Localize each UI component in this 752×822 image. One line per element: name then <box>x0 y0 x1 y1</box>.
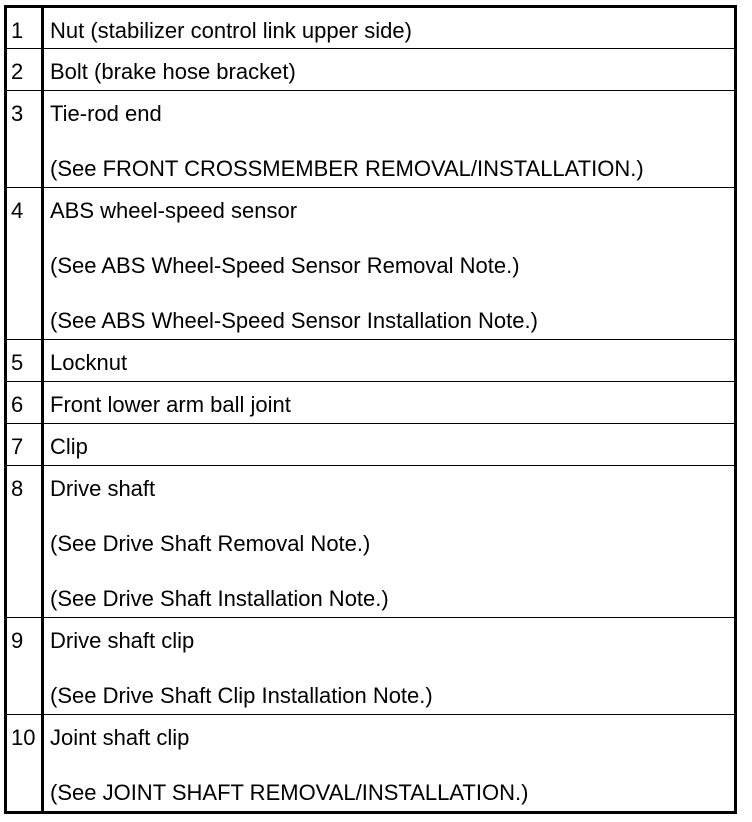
part-description <box>43 7 736 49</box>
part-description <box>43 188 736 340</box>
table-row <box>6 424 736 466</box>
part-reference-note: (See JOINT SHAFT REMOVAL/INSTALLATION.) <box>50 780 529 805</box>
table-row <box>6 618 736 715</box>
part-name: Nut (stabilizer control link upper side) <box>50 18 412 43</box>
part-number: 9 <box>6 618 43 715</box>
part-description <box>43 91 736 188</box>
part-description <box>43 424 736 466</box>
part-reference-note: (See FRONT CROSSMEMBER REMOVAL/INSTALLATION.) <box>50 156 644 181</box>
part-number: 2 <box>6 49 43 91</box>
part-description <box>43 715 736 813</box>
parts-table <box>4 5 737 814</box>
part-name: Clip <box>50 434 88 459</box>
part-reference-note: (See Drive Shaft Removal Note.) <box>50 531 371 556</box>
part-number: 5 <box>6 340 43 382</box>
table-row <box>6 466 736 618</box>
part-name: Locknut <box>50 350 128 375</box>
part-name: Front lower arm ball joint <box>50 392 291 417</box>
part-reference-note: (See ABS Wheel-Speed Sensor Removal Note.) <box>50 253 520 278</box>
part-description <box>43 340 736 382</box>
part-number: 4 <box>6 188 43 340</box>
table-row <box>6 188 736 340</box>
part-reference-note: (See ABS Wheel-Speed Sensor Installation Note.) <box>50 308 538 333</box>
part-name: Drive shaft <box>50 476 156 501</box>
part-name: Bolt (brake hose bracket) <box>50 59 296 84</box>
part-reference-note: (See Drive Shaft Installation Note.) <box>50 586 389 611</box>
part-name: Joint shaft clip <box>50 725 190 750</box>
part-number: 1 <box>6 7 43 49</box>
part-number: 7 <box>6 424 43 466</box>
table-row <box>6 7 736 49</box>
part-number: 8 <box>6 466 43 618</box>
part-name: Drive shaft clip <box>50 628 195 653</box>
table-row <box>6 340 736 382</box>
part-name: ABS wheel-speed sensor <box>50 198 298 223</box>
part-description <box>43 466 736 618</box>
part-description <box>43 49 736 91</box>
table-row <box>6 91 736 188</box>
part-number: 3 <box>6 91 43 188</box>
table-row <box>6 715 736 813</box>
part-name: Tie-rod end <box>50 101 162 126</box>
part-number: 6 <box>6 382 43 424</box>
part-number: 10 <box>6 715 43 813</box>
table-row <box>6 382 736 424</box>
part-reference-note: (See Drive Shaft Clip Installation Note.) <box>50 683 433 708</box>
table-row <box>6 49 736 91</box>
part-description <box>43 382 736 424</box>
part-description <box>43 618 736 715</box>
